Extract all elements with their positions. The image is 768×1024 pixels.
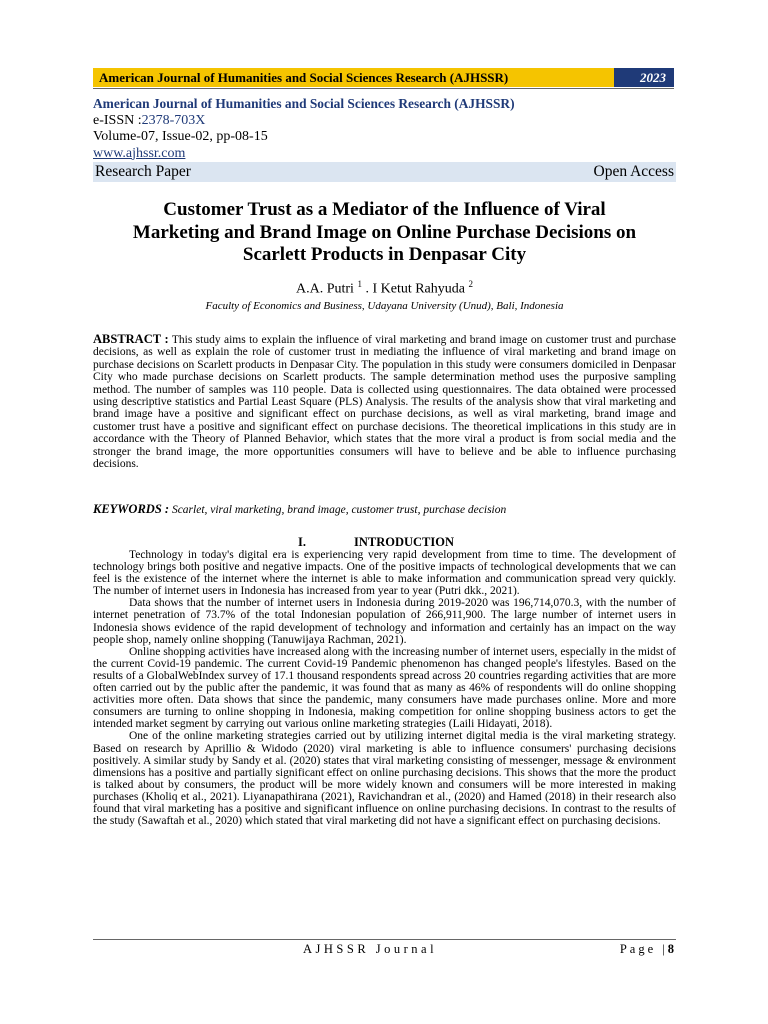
paper-title — [93, 199, 676, 267]
footer-journal: AJHSSR Journal — [303, 942, 438, 956]
affiliation: Faculty of Economics and Business, Udayana University (Unud), Bali, Indonesia — [205, 300, 564, 312]
keywords — [93, 502, 676, 517]
journal-website-link[interactable]: www.ajhssr.com — [93, 145, 186, 161]
page-number: 8 — [667, 942, 674, 956]
banner-title: American Journal of Humanities and Social Sciences Research (AJHSSR) — [93, 68, 614, 87]
abstract-label: ABSTRACT : — [93, 332, 169, 346]
author-affil-mark: 2 — [468, 279, 473, 289]
section-title: INTRODUCTION — [354, 535, 455, 549]
paper-type: Research Paper — [95, 163, 191, 180]
author-list — [93, 279, 676, 298]
body-paragraph: Online shopping activities have increased along with the increasing number of internet users, especially in the midst of the current Covid-19 pandemic. The current Covid-19 Pandemic phenomenon has changed people's lifestyles. Based on the results of a GlobalWebIndex survey of 17.1 thousand respondents spread across 20 countries regarding activities that are more often carried out by the public after the pandemic, it was found that as many as 46% of respondents will do online shopping activities more often. Data shows that since the pandemic, many consumers have made purchases online. More and more consumers are turning to online shopping in Indonesia, making competition for online shopping business actors to get the intended market segment by carrying out various online marketing strategies (Laili Hidayati, 2018). — [93, 645, 676, 731]
keywords-text: Scarlet, viral marketing, brand image, customer trust, purchase decision — [171, 504, 507, 516]
journal-banner — [93, 68, 674, 87]
issn-line — [93, 113, 683, 130]
abstract — [93, 333, 676, 470]
author-name: I Ketut Rahyuda — [372, 281, 465, 297]
author-name: A.A. Putri — [296, 281, 354, 297]
access-type: Open Access — [593, 163, 674, 180]
abstract-text: This study aims to explain the influence of viral marketing and brand image on customer trust and purchase decisions, as well as explain the role of customer trust in mediating the influence of viral marketing and brand image on purchase decisions on Scarlett products in Denpasar City. The population in this study were consumers domiciled in Denpasar City who made purchase decisions on Scarlett products. The sample determination method uses the purposive sampling method. The number of samples was 110 people. Data is collected using questionnaires. The data obtained were processed using descriptive statistics and Partial Least Square (PLS) Analysis. The results of the analysis show that viral marketing and brand image have a positive and significant effect on purchase decisions, as well as viral marketing, brand image and customer trust have a positive and significant effect on purchase decisions. The theoretical implications in this study are in accordance with the Theory of Planned Behavior, which states that the more viral a product is from social media and the stronger the brand image, the more opportunities consumers will have to believe and be able to influence purchasing decisions. — [93, 334, 676, 471]
body-paragraph: Data shows that the number of internet users in Indonesia during 2019-2020 was 196,714,070.3, with the number of internet penetration of 73.7% of the total Indonesian population of 266,911,900. The large number of internet users in Indonesia shows evidence of the rapid development of technology and information and certainly has an impact on the way people shop, namely online shopping (Tanuwijaya Rachman, 2021). — [93, 597, 676, 646]
page-label: Page | — [619, 942, 668, 956]
banner-divider — [93, 88, 674, 89]
paper-type-bar — [93, 162, 676, 182]
page-footer — [93, 939, 676, 958]
title-line: Customer Trust as a Mediator of the Influence of Viral — [163, 199, 606, 220]
body-paragraph: Technology in today's digital era is experiencing very rapid development from time to time. The development of technology brings both positive and negative impacts. One of the positive impacts of technological developments that we can feel is the existence of the internet where the internet is able to make information and communication spread very quickly. The number of internet users in Indonesia has increased from year to year (Putri dkk., 2021). — [93, 549, 676, 598]
section-number: I. — [298, 535, 306, 549]
volume-issue: Volume-07, Issue-02, pp-08-15 — [93, 129, 268, 144]
author-affil-mark: 1 — [357, 279, 362, 289]
title-line: Marketing and Brand Image on Online Purchase Decisions on — [132, 221, 637, 243]
banner-year: 2023 — [614, 68, 674, 87]
author-separator: . — [361, 281, 373, 297]
body-paragraph: One of the online marketing strategies carried out by utilizing internet digital media is the viral marketing strategy. Based on research by Aprillio & Widodo (2020) viral marketing is able to influence consumers' purchasing decisions positively. A similar study by Sandy et al. (2020) states that viral marketing consisting of messenger, message & environment dimensions has a positive and partially significant effect on online purchasing decisions. This shows that the more the product is talked about by consumers, the product will be more widely known and consumers will be more interested in making purchases (Kholiq et al., 2021). Liyanapathirana (2021), Ravichandran et al., (2020) and Hamed (2018) in their research also found that viral marketing has a positive and significant influence on online purchasing decisions. In contrast to the results of the study (Sawaftah et al., 2020) which stated that viral marketing did not have a significant effect on purchasing decisions. — [93, 730, 676, 828]
footer-page — [620, 942, 674, 957]
issn-value: 2378-703X — [141, 112, 206, 128]
title-line: Scarlett Products in Denpasar City — [242, 244, 527, 265]
issn-label: e-ISSN : — [93, 112, 142, 128]
introduction-body — [93, 549, 676, 827]
journal-name: American Journal of Humanities and Social Sciences Research (AJHSSR) — [93, 96, 515, 111]
keywords-label: KEYWORDS : — [93, 502, 170, 516]
journal-info — [93, 96, 683, 162]
